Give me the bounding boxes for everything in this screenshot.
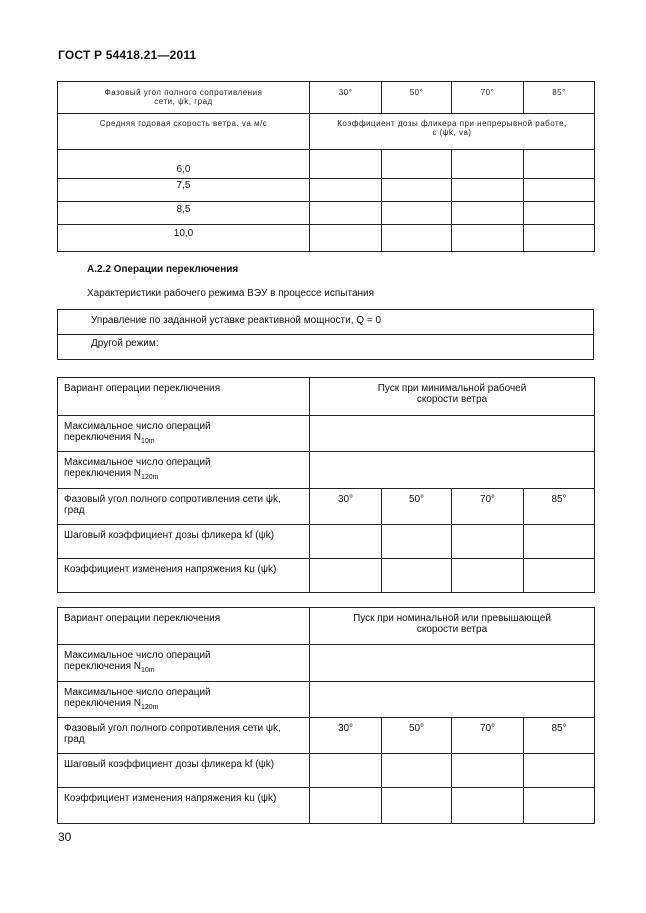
- n120-label-text: переключения N: [64, 468, 141, 479]
- angle-70: 70°: [452, 82, 524, 114]
- data-cell[interactable]: [524, 559, 595, 593]
- data-cell[interactable]: [382, 179, 452, 202]
- data-cell[interactable]: [310, 150, 382, 179]
- data-cell[interactable]: [382, 225, 452, 252]
- n120-label: [58, 682, 310, 718]
- mode-row-other: Другой режим:: [58, 335, 594, 360]
- section-paragraph: Характеристики рабочего режима ВЭУ в процессе испытания: [87, 288, 375, 299]
- angle-85: 85°: [524, 82, 595, 114]
- data-cell[interactable]: [524, 525, 595, 559]
- ku-label: Коэффициент изменения напряжения ku (ψk): [58, 788, 310, 824]
- operating-mode-table: [57, 309, 594, 360]
- n10-label-text: переключения N: [64, 432, 141, 443]
- angle-85: 85°: [524, 489, 595, 525]
- data-cell[interactable]: [452, 525, 524, 559]
- coef-header-line1: Коэффициент дозы фликера при непрерывной работе,: [337, 119, 567, 128]
- data-cell[interactable]: [524, 225, 595, 252]
- ku-label: Коэффициент изменения напряжения ku (ψk): [58, 559, 310, 593]
- data-cell[interactable]: [310, 788, 382, 824]
- data-cell[interactable]: [452, 559, 524, 593]
- angle-label: Фазовый угол полного сопротивления сети ψk, град: [58, 489, 310, 525]
- variant-label: Вариант операции переключения: [58, 608, 310, 645]
- n120-subscript: 120m: [141, 474, 159, 481]
- page-number: 30: [58, 830, 72, 844]
- variant-value: [310, 608, 595, 645]
- speed-row-value: 7,5: [58, 179, 310, 202]
- data-cell[interactable]: [310, 525, 382, 559]
- data-cell[interactable]: [382, 559, 452, 593]
- data-cell[interactable]: [524, 179, 595, 202]
- n120-label: [58, 452, 310, 489]
- data-cell[interactable]: [382, 202, 452, 225]
- n10-label-line1: Максимальное число операций: [64, 421, 211, 432]
- speed-row-value: 8,5: [58, 202, 310, 225]
- n120-value-cell[interactable]: [310, 452, 595, 489]
- data-cell[interactable]: [524, 202, 595, 225]
- data-cell[interactable]: [310, 179, 382, 202]
- data-cell[interactable]: [524, 788, 595, 824]
- variant-label: Вариант операции переключения: [58, 378, 310, 416]
- document-header: ГОСТ Р 54418.21—2011: [58, 48, 197, 62]
- data-cell[interactable]: [382, 788, 452, 824]
- mode-row-reactive-power: Управление по заданной уставке реактивной мощности, Q = 0: [58, 310, 594, 335]
- data-cell[interactable]: [452, 225, 524, 252]
- angle-50: 50°: [382, 718, 452, 754]
- n120-label-line1: Максимальное число операций: [64, 687, 211, 698]
- variant-value-line2: скорости ветра: [416, 394, 488, 405]
- n10-label-text: переключения N: [64, 661, 141, 672]
- angle-50: 50°: [382, 82, 452, 114]
- kf-label: Шаговый коэффициент дозы фликера kf (ψk): [58, 525, 310, 559]
- speed-row-value: 6,0: [58, 150, 310, 179]
- coef-header-cell: [310, 114, 595, 150]
- data-cell[interactable]: [382, 150, 452, 179]
- data-cell[interactable]: [310, 202, 382, 225]
- n10-subscript: 10m: [141, 667, 155, 674]
- angle-header-line1: Фазовый угол полного сопротивления: [104, 88, 263, 97]
- data-cell[interactable]: [452, 150, 524, 179]
- data-cell[interactable]: [452, 179, 524, 202]
- angle-70: 70°: [452, 718, 524, 754]
- angle-50: 50°: [382, 489, 452, 525]
- data-cell[interactable]: [310, 559, 382, 593]
- speed-row-value: 10,0: [58, 225, 310, 252]
- n120-value-cell[interactable]: [310, 682, 595, 718]
- variant-value-line2: скорости ветра: [416, 624, 488, 635]
- n10-value-cell[interactable]: [310, 416, 595, 452]
- n120-label-line2: [64, 698, 303, 711]
- angle-30: 30°: [310, 718, 382, 754]
- data-cell[interactable]: [452, 788, 524, 824]
- switching-table-min-speed: [57, 377, 595, 593]
- switching-table-rated-speed: [57, 607, 595, 824]
- variant-value-line1: Пуск при минимальной рабочей: [377, 383, 527, 394]
- angle-label: Фазовый угол полного сопротивления сети ψk, град: [58, 718, 310, 754]
- section-heading: А.2.2 Операции переключения: [87, 264, 239, 275]
- n10-label: [58, 645, 310, 682]
- n10-value-cell[interactable]: [310, 645, 595, 682]
- angle-70: 70°: [452, 489, 524, 525]
- n10-label-line2: [64, 432, 303, 445]
- data-cell[interactable]: [452, 754, 524, 788]
- data-cell[interactable]: [524, 754, 595, 788]
- n120-label-text: переключения N: [64, 698, 141, 709]
- data-cell[interactable]: [524, 150, 595, 179]
- angle-30: 30°: [310, 82, 382, 114]
- data-cell[interactable]: [310, 754, 382, 788]
- data-cell[interactable]: [382, 525, 452, 559]
- speed-header-cell: Средняя годовая скорость ветра. va м/с: [58, 114, 310, 150]
- data-cell[interactable]: [382, 754, 452, 788]
- flicker-continuous-table: [57, 81, 595, 252]
- variant-value: [310, 378, 595, 416]
- variant-value-line1: Пуск при номинальной или превышающей: [353, 613, 551, 624]
- angle-header-line2: сети, ψk, град: [154, 97, 213, 106]
- angle-30: 30°: [310, 489, 382, 525]
- n10-label: [58, 416, 310, 452]
- data-cell[interactable]: [452, 202, 524, 225]
- data-cell[interactable]: [310, 225, 382, 252]
- coef-header-line2: c (ψk, va): [432, 128, 472, 137]
- n10-subscript: 10m: [141, 438, 155, 445]
- n120-label-line1: Максимальное число операций: [64, 457, 211, 468]
- angle-85: 85°: [524, 718, 595, 754]
- kf-label: Шаговый коэффициент дозы фликера kf (ψk): [58, 754, 310, 788]
- n120-label-line2: [64, 468, 303, 481]
- n10-label-line2: [64, 661, 303, 674]
- angle-header-cell: [58, 82, 310, 114]
- n10-label-line1: Максимальное число операций: [64, 650, 211, 661]
- n120-subscript: 120m: [141, 704, 159, 711]
